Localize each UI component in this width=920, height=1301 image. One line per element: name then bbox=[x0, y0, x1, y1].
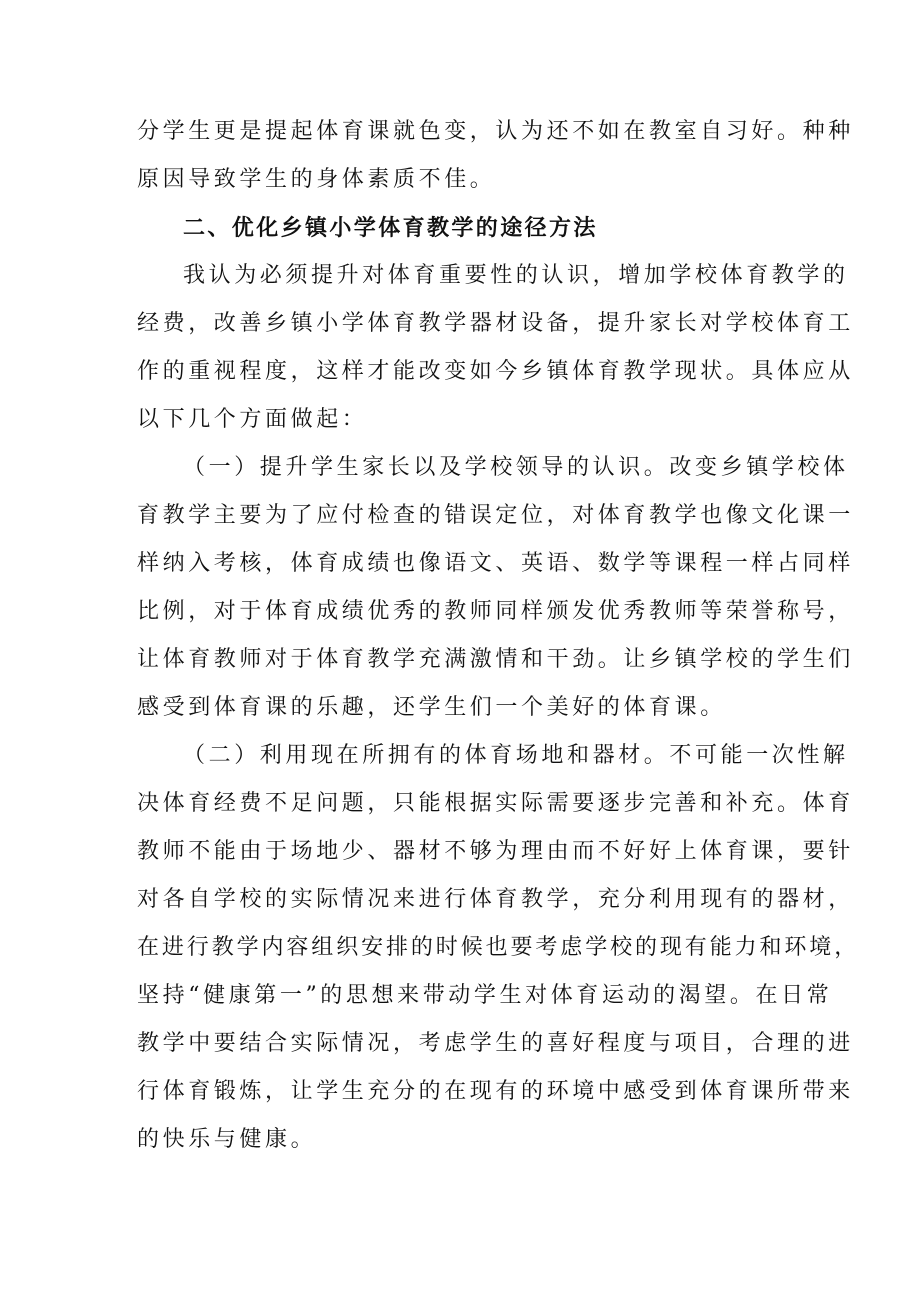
paragraph-line: 作的重视程度，这样才能改变如今乡镇体育教学现状。具体应从 bbox=[137, 359, 854, 384]
section-heading: 二、优化乡镇小学体育教学的途径方法 bbox=[183, 215, 598, 241]
paragraph-line: 我认为必须提升对体育重要性的认识，增加学校体育教学的 bbox=[183, 263, 849, 288]
paragraph-line: 分学生更是提起体育课就色变，认为还不如在教室自习好。种种 bbox=[137, 119, 854, 144]
paragraph-line: 经费，改善乡镇小学体育教学器材设备，提升家长对学校体育工 bbox=[137, 311, 854, 336]
paragraph-line: 让体育教师对于体育教学充满激情和干劲。让乡镇学校的学生们 bbox=[137, 647, 854, 672]
paragraph-line: 以下几个方面做起： bbox=[137, 407, 368, 432]
paragraph-line: 感受到体育课的乐趣，还学生们一个美好的体育课。 bbox=[137, 695, 726, 720]
paragraph-line: 对各自学校的实际情况来进行体育教学，充分利用现有的器材， bbox=[137, 887, 854, 912]
subsection-line: （二）利用现在所拥有的体育场地和器材。不可能一次性解 bbox=[183, 743, 849, 768]
paragraph-line: 比例，对于体育成绩优秀的教师同样颁发优秀教师等荣誉称号， bbox=[137, 599, 854, 624]
paragraph-line: 在进行教学内容组织安排的时候也要考虑学校的现有能力和环境， bbox=[137, 935, 860, 960]
paragraph-line: 决体育经费不足问题，只能根据实际需要逐步完善和补充。体育 bbox=[137, 791, 854, 816]
paragraph-line: 教学中要结合实际情况，考虑学生的喜好程度与项目，合理的进 bbox=[137, 1031, 854, 1056]
paragraph-line: 样纳入考核，体育成绩也像语文、英语、数学等课程一样占同样 bbox=[137, 551, 854, 576]
paragraph-line: 育教学主要为了应付检查的错误定位，对体育教学也像文化课一 bbox=[137, 503, 854, 528]
paragraph-line: 行体育锻炼，让学生充分的在现有的环境中感受到体育课所带来 bbox=[137, 1079, 854, 1104]
paragraph-line: 原因导致学生的身体素质不佳。 bbox=[137, 167, 496, 192]
subsection-line: （一）提升学生家长以及学校领导的认识。改变乡镇学校体 bbox=[183, 455, 849, 480]
paragraph-line: 的快乐与健康。 bbox=[137, 1127, 317, 1152]
paragraph-line: 坚持“健康第一”的思想来带动学生对体育运动的渴望。在日常 bbox=[137, 983, 833, 1008]
paragraph-line: 教师不能由于场地少、器材不够为理由而不好好上体育课，要针 bbox=[137, 839, 854, 864]
